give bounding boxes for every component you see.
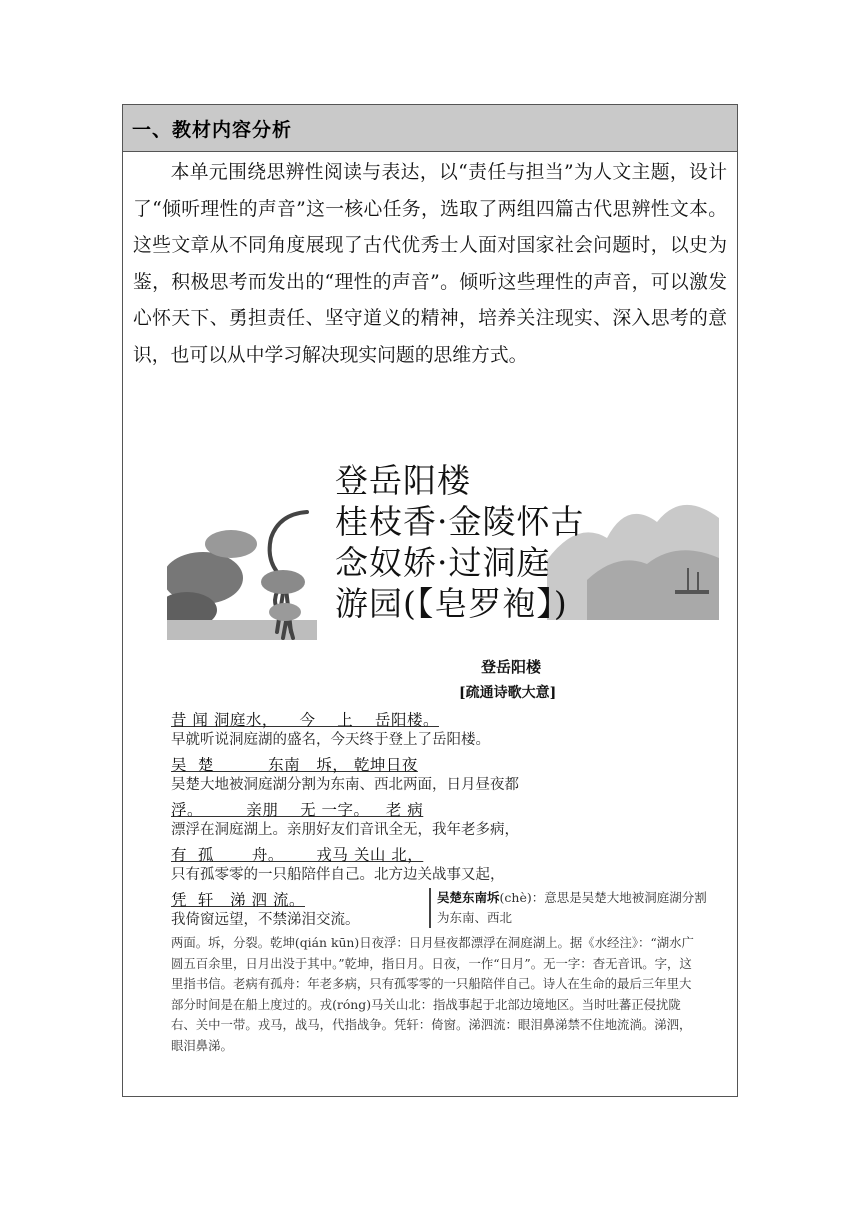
banner-title-4: 游园(【皂罗袍】): [335, 584, 568, 623]
translation-line: 吴楚大地被洞庭湖分割为东南、西北两面，日月昼夜都: [171, 777, 519, 793]
banner-title-list: [335, 460, 585, 624]
translation-line: 早就听说洞庭湖的盛名，今天终于登上了岳阳楼。: [171, 732, 490, 748]
poem-subtitle: [疏通诗歌大意]: [459, 685, 557, 701]
section-heading: 一、教材内容分析: [132, 118, 293, 141]
poem-line: 浮。 亲朋 无 一字。 老 病: [171, 801, 424, 819]
note-intro-text: (chè)：意思是吴楚大地被洞庭湖分割为东南、西北: [437, 890, 707, 925]
poem-line: 吴 楚 东南 坼， 乾坤日夜: [171, 756, 418, 774]
banner-title-3: 念奴娇·过洞庭: [335, 543, 551, 582]
poem-line: 昔 闻 洞庭水， 今 上 岳阳楼。: [171, 711, 439, 729]
poem-title: 登岳阳楼: [481, 658, 542, 676]
section-header-row: [123, 105, 737, 152]
textbook-figure: [167, 460, 719, 1090]
translation-line: 漂浮在洞庭湖上。亲朋好友们音讯全无，我年老多病，: [171, 822, 519, 838]
note-intro: [429, 888, 707, 928]
banner-title-2: 桂枝香·金陵怀古: [335, 502, 585, 541]
translation-line: 我倚窗远望，不禁涕泪交流。: [171, 912, 360, 928]
analysis-paragraph: 本单元围绕思辨性阅读与表达，以“责任与担当”为人文主题，设计了“倾听理性的声音”这一核心任务，选取了两组四篇古代思辨性文本。这些文章从不同角度展现了古代优秀士人面对国家社会问题时，以史为鉴，积极思考而发出的“理性的声音”。倾听这些理性的声音，可以激发心怀天下、勇担责任、坚守道义的精神，培养关注现实、深入思考的意识，也可以从中学习解决现实问题的思维方式。: [133, 162, 727, 366]
poem-line: 凭 轩 涕 泗 流。: [171, 891, 305, 909]
banner-title-1: 登岳阳楼: [335, 461, 471, 500]
note-intro-term: 吴楚东南坼: [437, 890, 500, 905]
translation-line: 只有孤零零的一只船陪伴自己。北方边关战事又起，: [171, 867, 505, 883]
poem-line: 有 孤 舟。 戎马 关山 北，: [171, 846, 424, 864]
content-table: [122, 104, 738, 1097]
annotation-notes: 两面。坼，分裂。乾坤(qián kūn)日夜浮：日月昼夜都漂浮在洞庭湖上。据《水经注》：“湖水广圆五百余里，日月出没于其中。”乾坤，指日月。日夜，一作“日月”。无一字：杳无音讯。字，这里指书信。老病有孤舟：年老多病，只有孤零零的一只船陪伴自己。诗人在生命的最后三年里大部分时间是在船上度过的。戎(róng)马关山北：指战事起于北部边境地区。当时吐蕃正侵扰陇右、关中一带。戎马，战马，代指战争。凭轩：倚窗。涕泗流：眼泪鼻涕禁不住地流淌。涕泗，眼泪鼻涕。: [171, 935, 694, 1053]
